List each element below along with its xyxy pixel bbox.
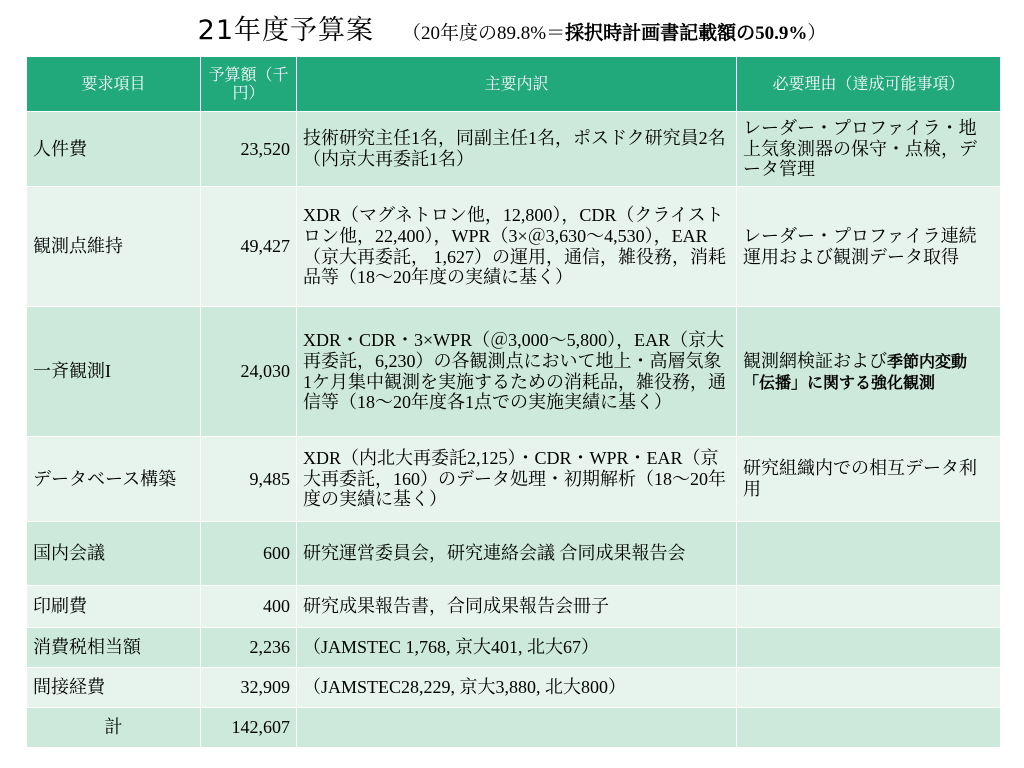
- cell-detail: （JAMSTEC 1,768, 京大401, 北大67）: [297, 628, 737, 668]
- table-row: [27, 187, 1001, 307]
- title-sub-prefix: （20年度の89.8%＝: [402, 23, 566, 44]
- cell-amount: 9,485: [201, 437, 297, 522]
- cell-reason: [737, 628, 1001, 668]
- cell-reason: [737, 668, 1001, 708]
- cell-amount: 23,520: [201, 112, 297, 187]
- cell-amount: 400: [201, 586, 297, 628]
- title-sub-bold: 採択時計画書記載額の50.9%: [565, 23, 808, 44]
- cell-reason: [737, 708, 1001, 748]
- cell-detail: 研究成果報告書，合同成果報告会冊子: [297, 586, 737, 628]
- table-row: [27, 668, 1001, 708]
- slide-title: [0, 8, 1024, 52]
- cell-detail: 研究運営委員会，研究連絡会議 合同成果報告会: [297, 522, 737, 586]
- table-row: [27, 628, 1001, 668]
- cell-detail: XDR・CDR・3×WPR（＠3,000～5,800），EAR（京大再委託，6,230）の各観測点において地上・高層気象1ケ月集中観測を実施するための消耗品，雑役務，通信等（18～20年度各1点での実施実績に基く）: [297, 307, 737, 437]
- cell-amount: 49,427: [201, 187, 297, 307]
- cell-amount: 32,909: [201, 668, 297, 708]
- title-main: 21年度予算案: [197, 15, 374, 46]
- cell-detail: （JAMSTEC28,229, 京大3,880, 北大800）: [297, 668, 737, 708]
- header-item: 要求項目: [27, 57, 201, 112]
- cell-total-amount: 142,607: [201, 708, 297, 748]
- cell-reason: [737, 522, 1001, 586]
- cell-reason: レーダー・プロファイラ連続運用および観測データ取得: [737, 187, 1001, 307]
- cell-amount: 600: [201, 522, 297, 586]
- title-sub-suffix: ）: [807, 23, 827, 44]
- table-row: [27, 112, 1001, 187]
- header-amount: 予算額（千円）: [201, 57, 297, 112]
- cell-item: 国内会議: [27, 522, 201, 586]
- budget-table: [26, 56, 1001, 748]
- cell-reason: レーダー・プロファイラ・地上気象測器の保守・点検，データ管理: [737, 112, 1001, 187]
- table-row-total: [27, 708, 1001, 748]
- cell-detail: [297, 708, 737, 748]
- cell-amount: 2,236: [201, 628, 297, 668]
- cell-detail: XDR（マグネトロン他，12,800），CDR（クライストロン他，22,400），WPR（3×＠3,630～4,530），EAR（京大再委託， 1,627）の運用，通信，雑役務，消耗品等（18～20年度の実績に基く）: [297, 187, 737, 307]
- cell-detail: 技術研究主任1名，同副主任1名，ポスドク研究員2名（内京大再委託1名）: [297, 112, 737, 187]
- table-row: [27, 437, 1001, 522]
- cell-item: 人件費: [27, 112, 201, 187]
- reason-prefix: 観測網検証および: [743, 350, 887, 371]
- cell-reason: 研究組織内での相互データ利用: [737, 437, 1001, 522]
- table-row: [27, 522, 1001, 586]
- header-detail: 主要内訳: [297, 57, 737, 112]
- header-reason: 必要理由（達成可能事項）: [737, 57, 1001, 112]
- cell-reason: [737, 586, 1001, 628]
- cell-item: 一斉観測I: [27, 307, 201, 437]
- cell-item: 印刷費: [27, 586, 201, 628]
- reason-emphasis: 季節内変動「伝播」に関する強化観測: [743, 351, 968, 392]
- cell-total-label: 計: [27, 708, 201, 748]
- cell-detail: XDR（内北大再委託2,125）・CDR・WPR・EAR（京大再委託，160）のデータ処理・初期解析（18～20年度の実績に基く）: [297, 437, 737, 522]
- cell-item: 消費税相当額: [27, 628, 201, 668]
- table-row: [27, 307, 1001, 437]
- cell-item: 間接経費: [27, 668, 201, 708]
- cell-item: 観測点維持: [27, 187, 201, 307]
- cell-amount: 24,030: [201, 307, 297, 437]
- title-subtitle: [402, 18, 826, 45]
- table-row: [27, 586, 1001, 628]
- cell-item: データベース構築: [27, 437, 201, 522]
- table-header-row: [27, 57, 1001, 112]
- cell-reason: [737, 307, 1001, 437]
